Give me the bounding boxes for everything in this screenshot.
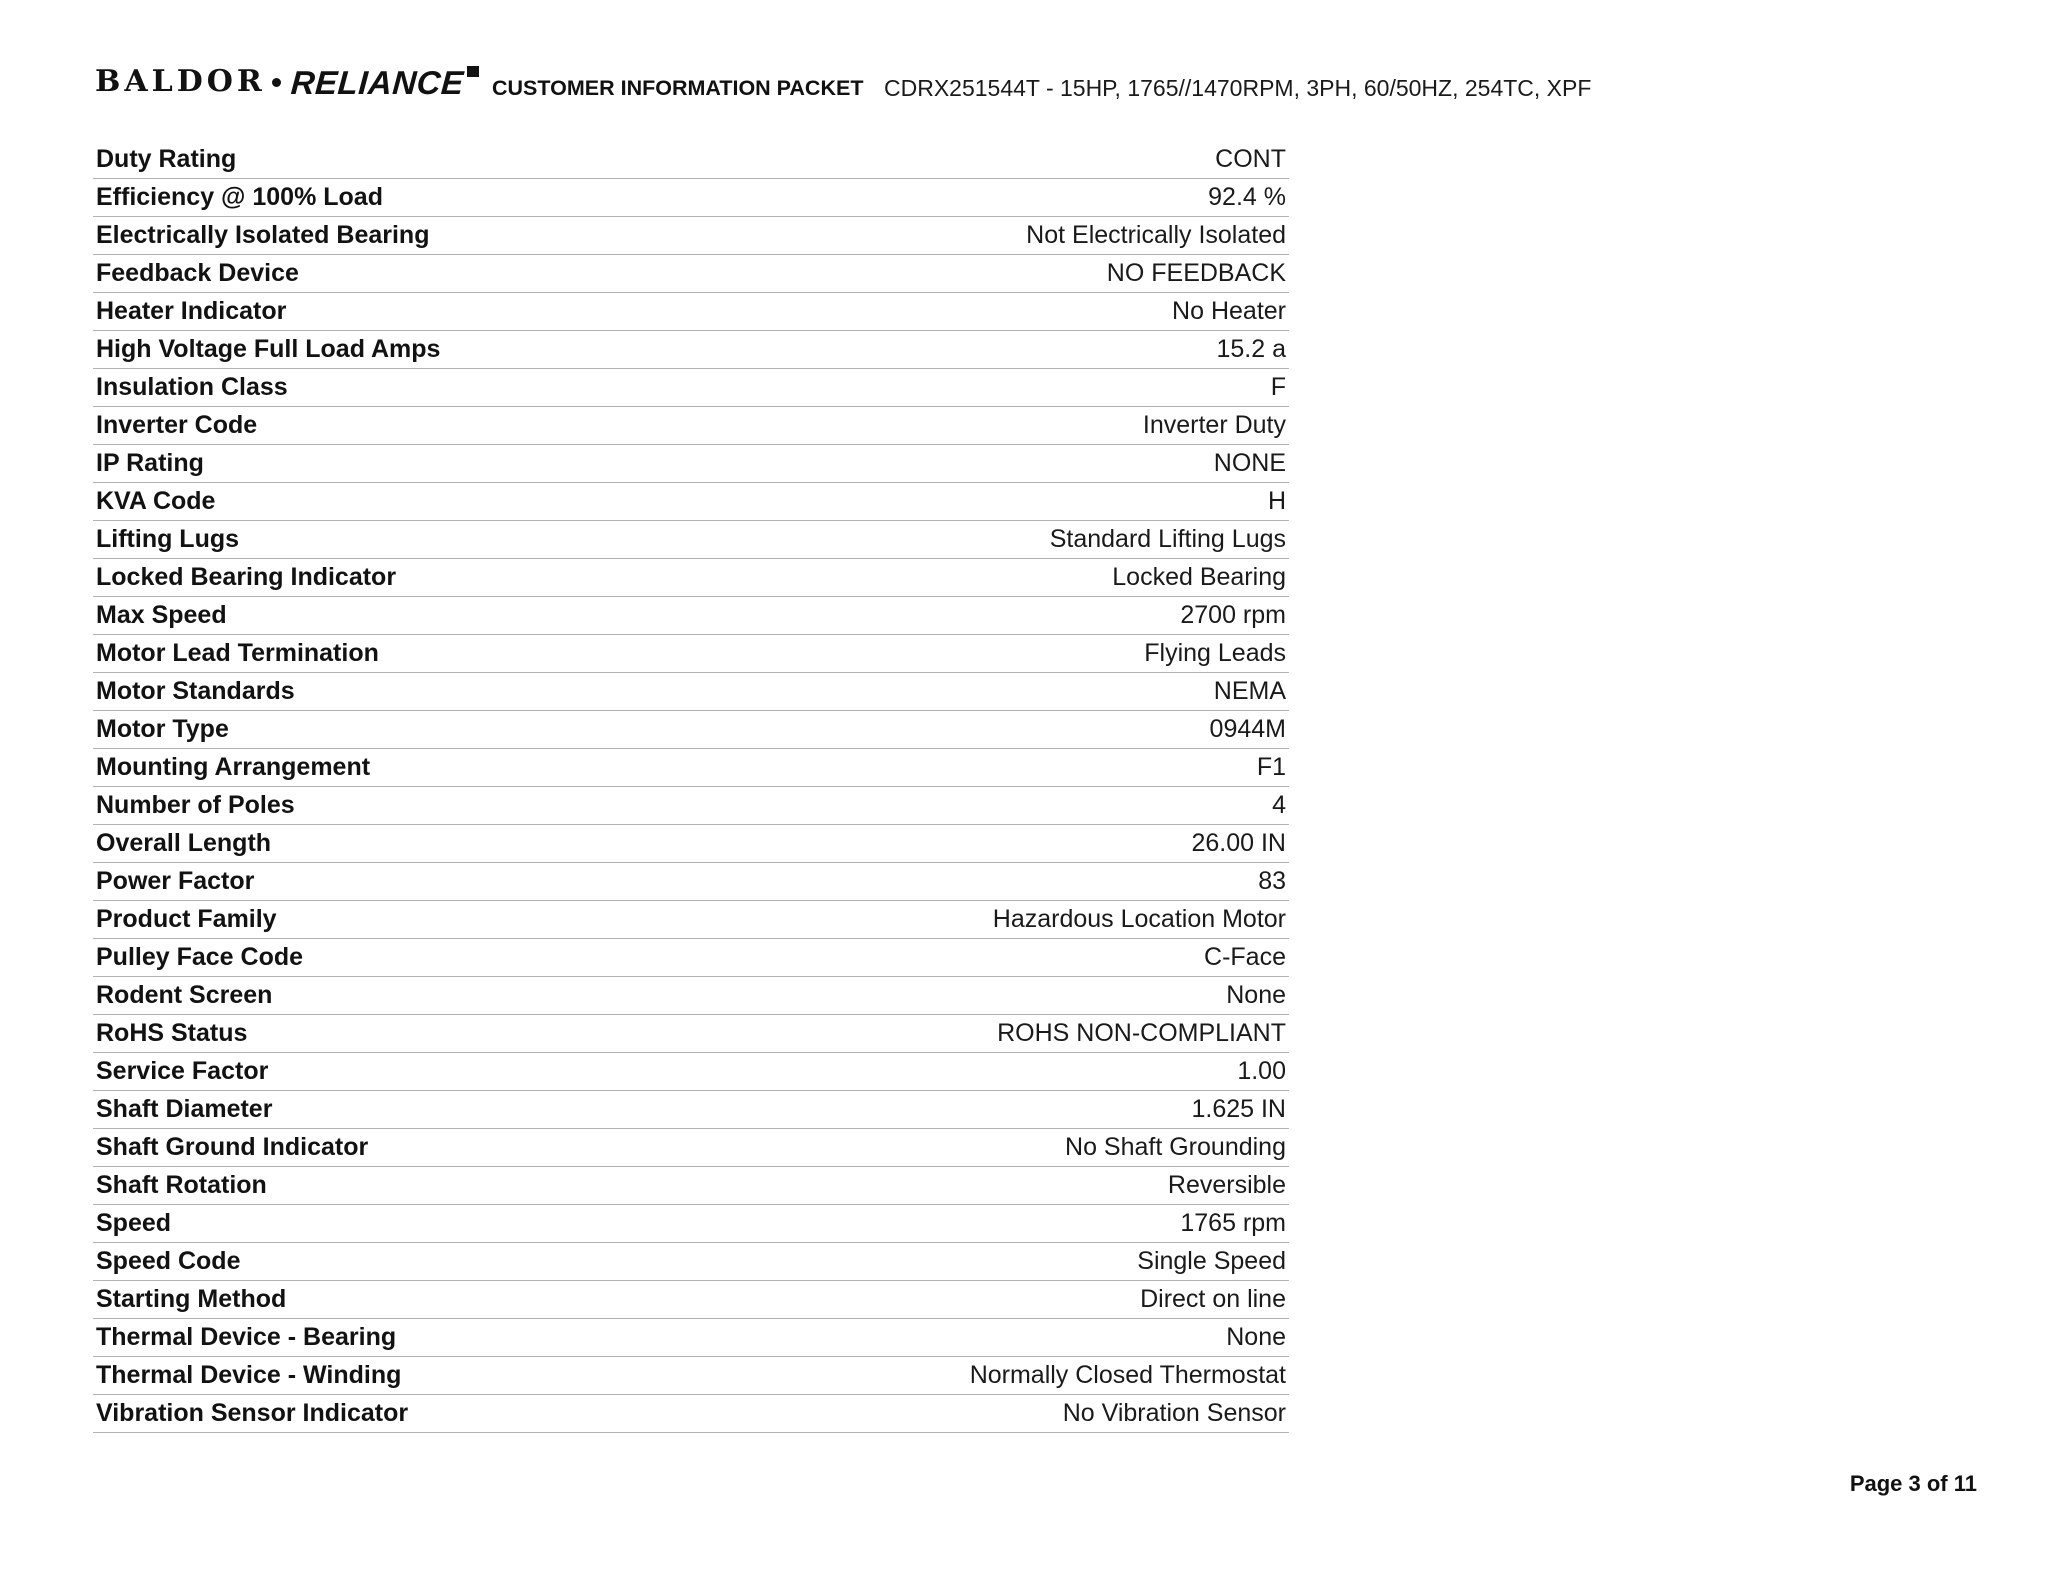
table-row — [93, 293, 1289, 331]
spec-label: Electrically Isolated Bearing — [96, 221, 430, 249]
logo-dot-icon — [272, 78, 281, 87]
spec-label: Motor Lead Termination — [96, 639, 379, 667]
table-row — [93, 1167, 1289, 1205]
table-row — [93, 825, 1289, 863]
spec-label: High Voltage Full Load Amps — [96, 335, 441, 363]
table-row — [93, 331, 1289, 369]
table-row — [93, 255, 1289, 293]
spec-value: Locked Bearing — [1112, 563, 1286, 591]
spec-label: Motor Type — [96, 715, 229, 743]
table-row — [93, 1281, 1289, 1319]
spec-value: Normally Closed Thermostat — [969, 1361, 1286, 1389]
spec-value: NEMA — [1213, 677, 1286, 705]
table-row — [93, 1319, 1289, 1357]
spec-label: Rodent Screen — [96, 981, 273, 1009]
spec-label: Service Factor — [96, 1057, 269, 1085]
spec-label: Speed — [96, 1209, 172, 1237]
table-row — [93, 863, 1289, 901]
reliance-wordmark: RELIANCE — [289, 63, 465, 101]
table-row — [93, 407, 1289, 445]
spec-value: H — [1267, 487, 1286, 515]
table-row — [93, 1053, 1289, 1091]
table-row — [93, 521, 1289, 559]
table-row — [93, 1129, 1289, 1167]
table-row — [93, 711, 1289, 749]
spec-value: Standard Lifting Lugs — [1049, 525, 1286, 553]
spec-value: Hazardous Location Motor — [992, 905, 1286, 933]
spec-label: IP Rating — [96, 449, 204, 477]
spec-value: ROHS NON-COMPLIANT — [997, 1019, 1286, 1047]
table-row — [93, 179, 1289, 217]
spec-label: Speed Code — [96, 1247, 241, 1275]
spec-label: Product Family — [96, 905, 277, 933]
spec-value: F1 — [1256, 753, 1286, 781]
spec-label: Efficiency @ 100% Load — [96, 183, 383, 211]
table-row — [93, 673, 1289, 711]
table-row — [93, 445, 1289, 483]
spec-value: 92.4 % — [1208, 183, 1286, 211]
spec-value: 1.625 IN — [1191, 1095, 1286, 1123]
spec-value: No Heater — [1172, 297, 1286, 325]
spec-value: Direct on line — [1140, 1285, 1286, 1313]
table-row — [93, 597, 1289, 635]
spec-label: Pulley Face Code — [96, 943, 304, 971]
table-row — [93, 1243, 1289, 1281]
spec-value: No Vibration Sensor — [1062, 1399, 1286, 1427]
spec-value: None — [1226, 1323, 1286, 1351]
spec-label: Inverter Code — [96, 411, 258, 439]
spec-value: F — [1270, 373, 1286, 401]
spec-label: Vibration Sensor Indicator — [96, 1399, 409, 1427]
spec-value: NONE — [1213, 449, 1286, 477]
spec-label: Max Speed — [96, 601, 227, 629]
spec-label: Locked Bearing Indicator — [96, 563, 397, 591]
baldor-reliance-logo — [95, 64, 479, 100]
spec-value: 0944M — [1209, 715, 1286, 743]
spec-label: Motor Standards — [96, 677, 295, 705]
table-row — [93, 1015, 1289, 1053]
spec-label: Duty Rating — [96, 145, 237, 173]
table-row — [93, 901, 1289, 939]
spec-value: Reversible — [1167, 1171, 1286, 1199]
table-row — [93, 749, 1289, 787]
spec-value: 1.00 — [1237, 1057, 1286, 1085]
table-row — [93, 939, 1289, 977]
spec-value: 15.2 a — [1216, 335, 1286, 363]
table-row — [93, 559, 1289, 597]
baldor-wordmark: BALDOR — [95, 64, 266, 99]
table-row — [93, 141, 1289, 179]
spec-value: NO FEEDBACK — [1106, 259, 1286, 287]
registered-trademark-icon — [467, 66, 479, 81]
specification-table — [93, 141, 1289, 1433]
spec-label: KVA Code — [96, 487, 216, 515]
spec-label: Power Factor — [96, 867, 255, 895]
spec-value: Inverter Duty — [1142, 411, 1286, 439]
spec-value: No Shaft Grounding — [1065, 1133, 1286, 1161]
table-row — [93, 369, 1289, 407]
spec-value: 2700 rpm — [1180, 601, 1286, 629]
spec-value: Flying Leads — [1144, 639, 1286, 667]
spec-value: Not Electrically Isolated — [1026, 221, 1286, 249]
spec-label: Shaft Rotation — [96, 1171, 267, 1199]
page-number: Page 3 of 11 — [1849, 1471, 1977, 1496]
table-row — [93, 1357, 1289, 1395]
table-row — [93, 787, 1289, 825]
table-row — [93, 1091, 1289, 1129]
spec-label: Number of Poles — [96, 791, 295, 819]
spec-value: C-Face — [1204, 943, 1286, 971]
table-row — [93, 483, 1289, 521]
spec-label: RoHS Status — [96, 1019, 248, 1047]
spec-value: 1765 rpm — [1180, 1209, 1286, 1237]
table-row — [93, 1205, 1289, 1243]
spec-value: 4 — [1272, 791, 1286, 819]
table-row — [93, 635, 1289, 673]
spec-label: Thermal Device - Bearing — [96, 1323, 397, 1351]
spec-label: Shaft Ground Indicator — [96, 1133, 369, 1161]
spec-label: Feedback Device — [96, 259, 299, 287]
spec-label: Starting Method — [96, 1285, 287, 1313]
spec-value: CONT — [1215, 145, 1286, 173]
spec-label: Mounting Arrangement — [96, 753, 371, 781]
product-spec-subtitle: CDRX251544T - 15HP, 1765//1470RPM, 3PH, 60/50HZ, 254TC, XPF — [884, 75, 1592, 101]
spec-value: 26.00 IN — [1191, 829, 1286, 857]
spec-value: None — [1226, 981, 1286, 1009]
spec-value: 83 — [1258, 867, 1286, 895]
spec-label: Overall Length — [96, 829, 272, 857]
table-row — [93, 217, 1289, 255]
spec-value: Single Speed — [1137, 1247, 1286, 1275]
spec-label: Heater Indicator — [96, 297, 287, 325]
document-title: CUSTOMER INFORMATION PACKET — [492, 76, 864, 100]
spec-label: Insulation Class — [96, 373, 288, 401]
spec-label: Shaft Diameter — [96, 1095, 273, 1123]
table-row — [93, 977, 1289, 1015]
spec-label: Thermal Device - Winding — [96, 1361, 402, 1389]
table-row — [93, 1395, 1289, 1433]
spec-label: Lifting Lugs — [96, 525, 240, 553]
